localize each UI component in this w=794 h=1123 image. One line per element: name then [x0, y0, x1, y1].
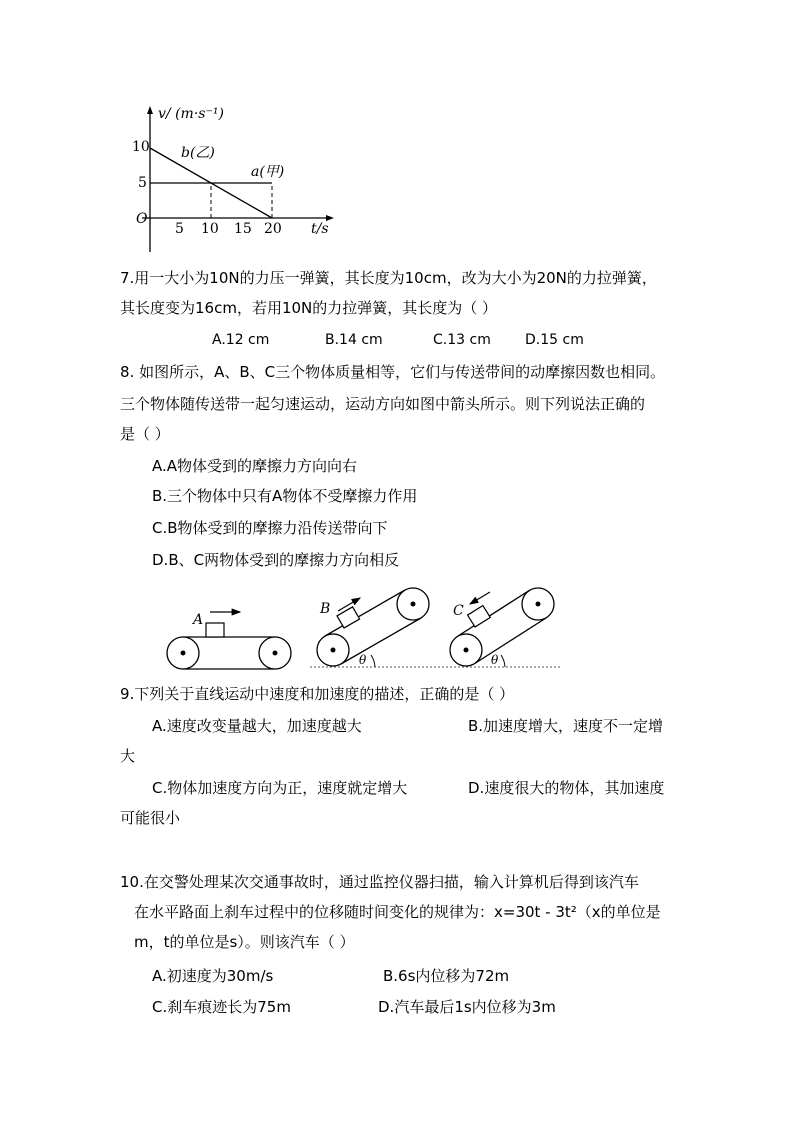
x-tick-10: 10: [201, 221, 219, 237]
y-axis-label: v/ (m·s⁻¹): [158, 106, 224, 122]
q10-stem-line1: 10.在交警处理某次交通事故时，通过监控仪器扫描，输入计算机后得到该汽车: [120, 873, 639, 891]
q9-option-b-wrap: 大: [120, 747, 136, 765]
origin-label: O: [136, 211, 148, 227]
belt-c: [450, 588, 554, 667]
q10-stem-line3: m，t的单位是s）。则该汽车（ ）: [134, 933, 355, 951]
q8-option-b: B.三个物体中只有A物体不受摩擦力作用: [152, 487, 418, 505]
q8-option-c: C.B物体受到的摩擦力沿传送带向下: [152, 519, 388, 537]
x-axis-label: t/s: [311, 221, 329, 237]
x-tick-20: 20: [264, 221, 282, 237]
belt-b: [317, 588, 429, 667]
conveyor-belt-figure: [0, 578, 794, 678]
q9-option-d-wrap: 可能很小: [120, 809, 181, 827]
angle-label-b: θ: [359, 653, 367, 667]
q10-option-b: B.6s内位移为72m: [383, 967, 510, 985]
q7-option-b: B.14 cm: [325, 332, 383, 348]
q10-option-a: A.初速度为30m/s: [152, 967, 274, 985]
label-a: A: [193, 612, 204, 628]
angle-label-c: θ: [491, 653, 499, 667]
line-b-label: b(乙): [181, 145, 215, 161]
q7-option-c: C.13 cm: [433, 332, 491, 348]
angle-arc-b: [371, 655, 375, 667]
y-tick-5: 5: [138, 175, 147, 191]
q9-option-b: B.加速度增大，速度不一定增: [468, 717, 664, 735]
q7-option-d: D.15 cm: [525, 332, 584, 348]
q7-option-a: A.12 cm: [212, 332, 270, 348]
q7-stem-line1: 7.用一大小为10N的力压一弹簧，其长度为10cm，改为大小为20N的力拉弹簧，: [120, 269, 657, 287]
q10-option-c: C.刹车痕迹长为75m: [152, 998, 291, 1016]
line-a-label: a(甲): [251, 164, 285, 180]
q9-stem: 9.下列关于直线运动中速度和加速度的描述，正确的是（ ）: [120, 685, 515, 703]
q8-stem-line3: 是（ ）: [120, 425, 170, 443]
q8-option-a: A.A物体受到的摩擦力方向向右: [152, 457, 358, 475]
q9-option-d: D.速度很大的物体，其加速度: [468, 779, 665, 797]
block-c: [468, 606, 491, 627]
arrow-c-down-slope: [470, 592, 490, 604]
belt-a: [167, 612, 291, 669]
label-b: B: [320, 601, 331, 617]
q9-option-a: A.速度改变量越大，加速度越大: [152, 717, 362, 735]
y-tick-10: 10: [132, 139, 150, 155]
q8-stem-line2: 三个物体随传送带一起匀速运动，运动方向如图中箭头所示。则下列说法正确的: [120, 395, 646, 413]
x-tick-15: 15: [234, 221, 252, 237]
y-axis-arrow: [147, 106, 153, 114]
q10-option-d: D.汽车最后1s内位移为3m: [378, 998, 556, 1016]
label-c: C: [453, 603, 464, 619]
q7-stem-line2: 其长度变为16cm，若用10N的力拉弹簧，其长度为（ ）: [120, 299, 498, 317]
q9-option-c: C.物体加速度方向为正，速度就定增大: [152, 779, 408, 797]
angle-arc-c: [501, 655, 505, 667]
q8-stem-line1: 8. 如图所示，A、B、C三个物体质量相等，它们与传送带间的动摩擦因数也相同。: [120, 363, 666, 381]
x-tick-5: 5: [175, 221, 184, 237]
q8-option-d: D.B、C两物体受到的摩擦力方向相反: [152, 551, 400, 569]
q10-stem-line2: 在水平路面上刹车过程中的位移随时间变化的规律为：x=30t - 3t²（x的单位是: [134, 903, 661, 921]
block-a: [206, 623, 224, 637]
